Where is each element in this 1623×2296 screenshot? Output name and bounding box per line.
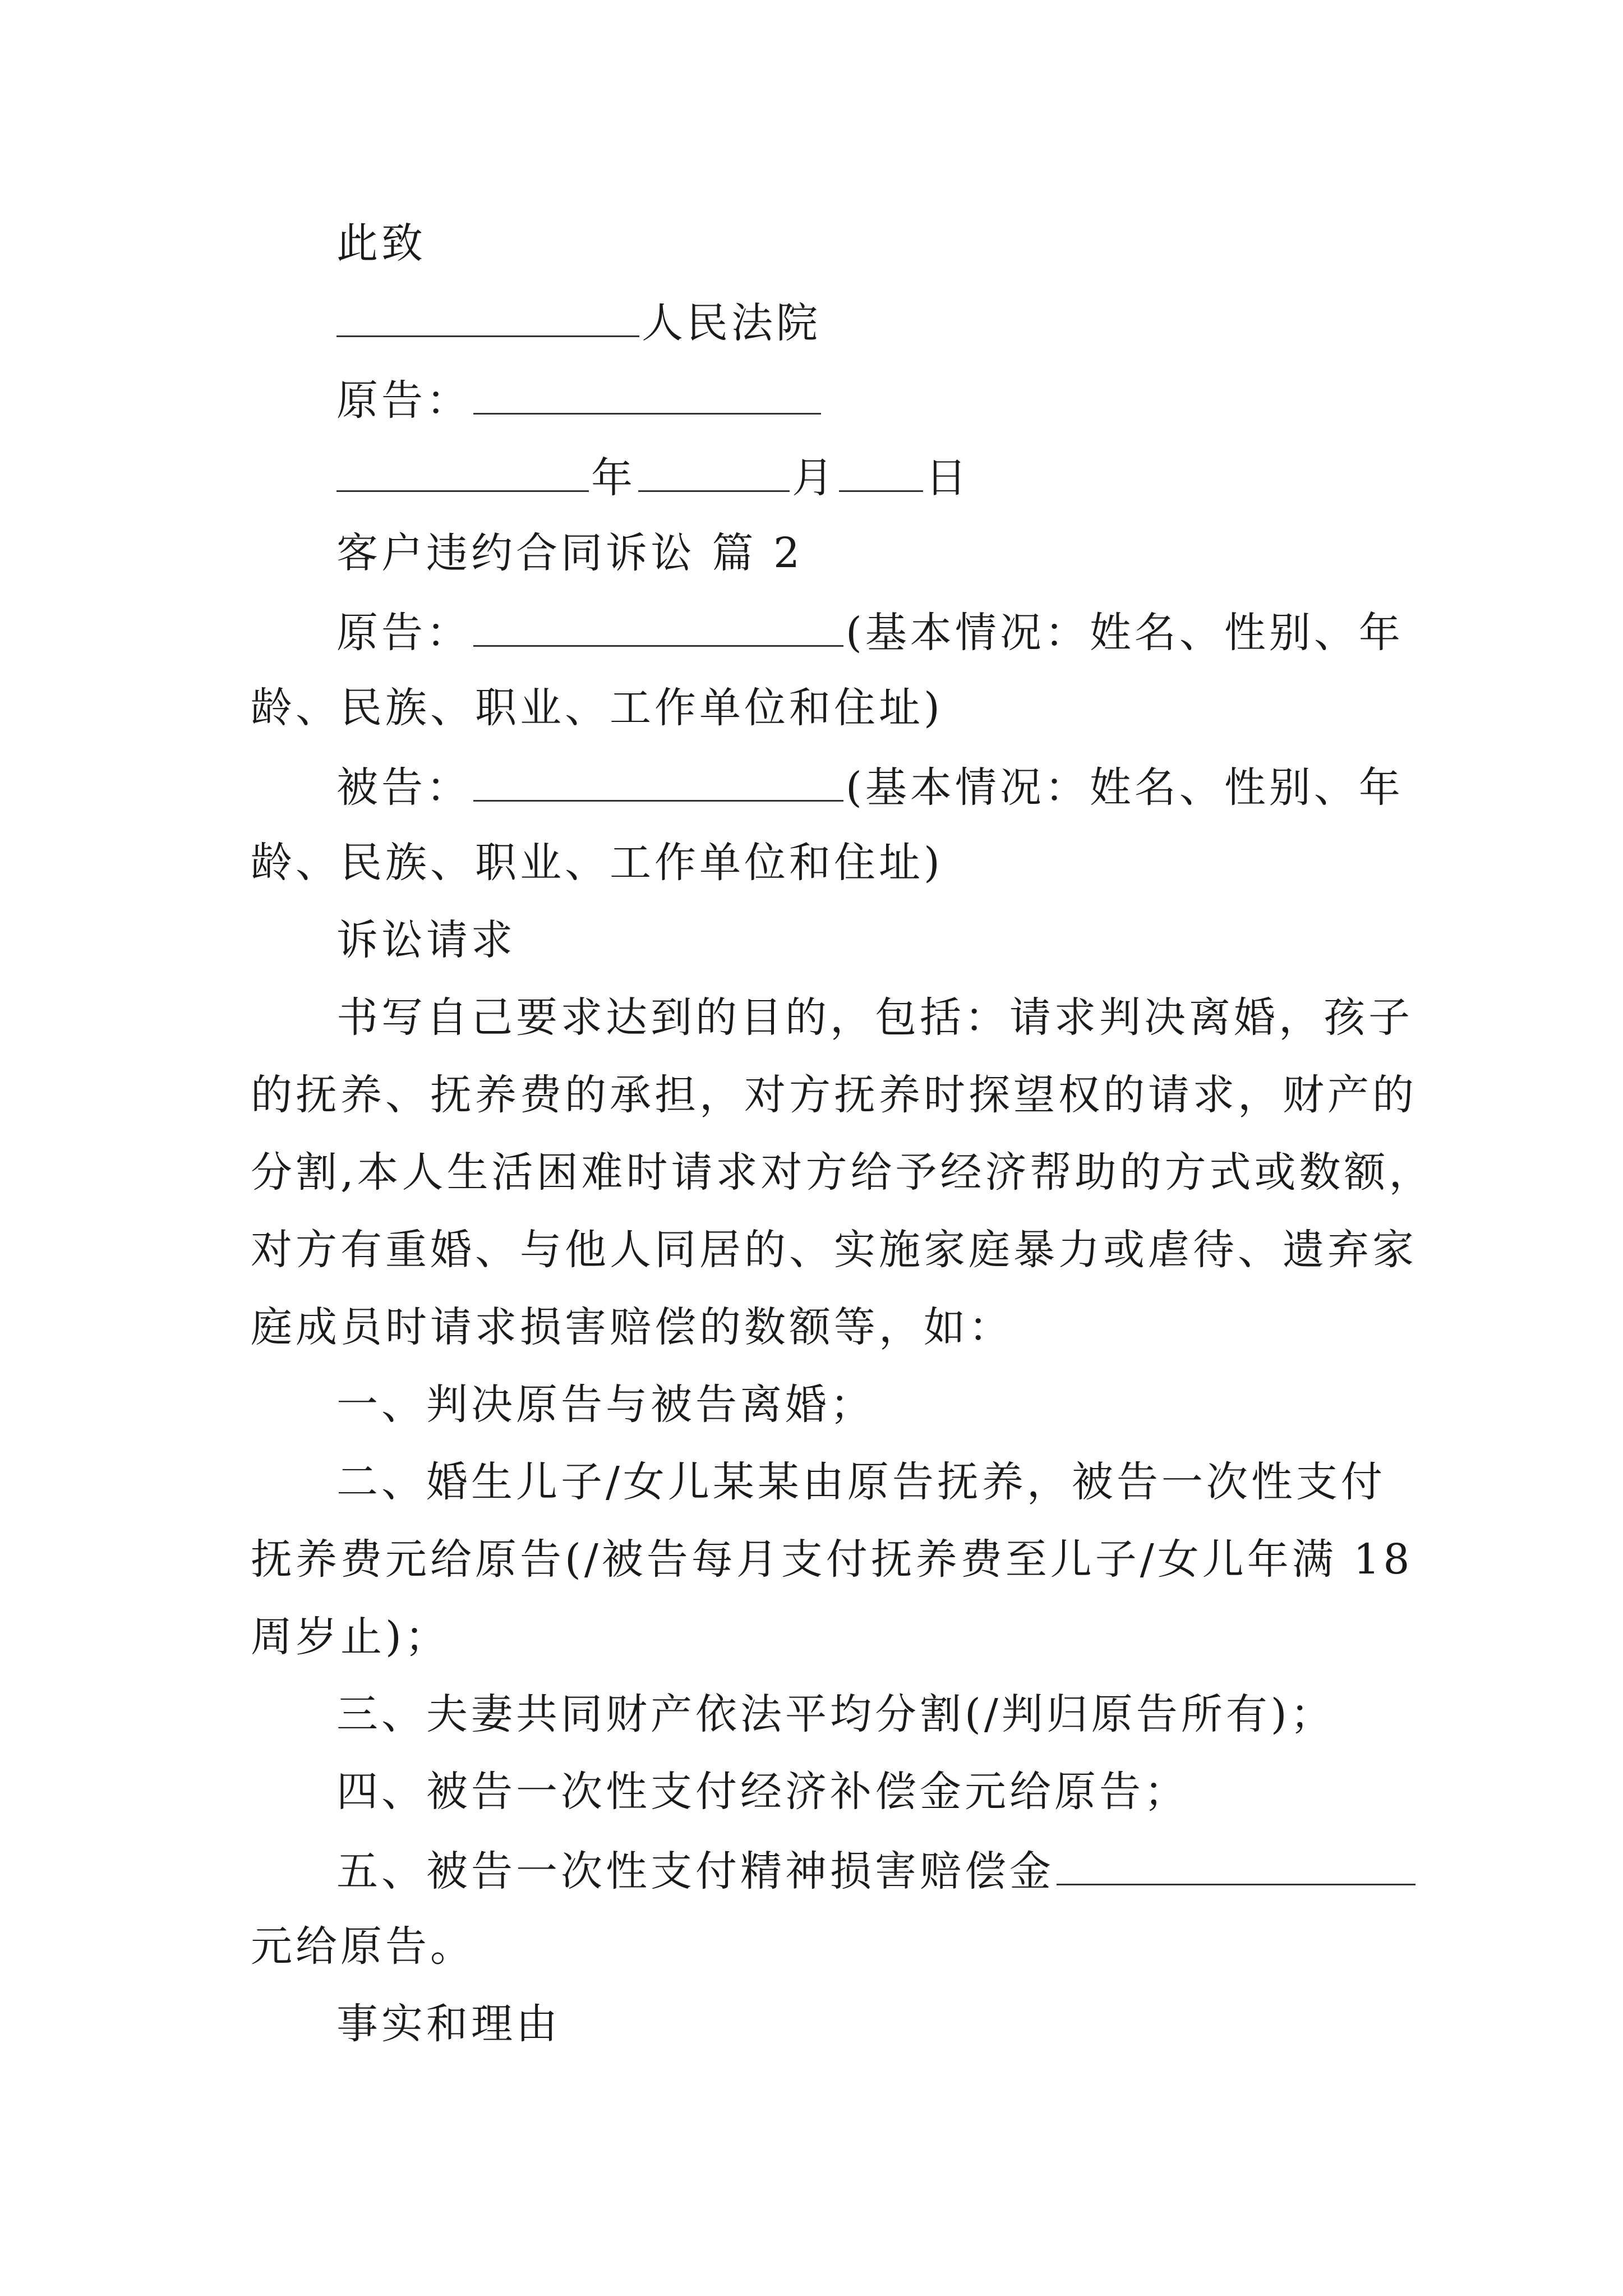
- claims-intro-line-5: [251, 1301, 1380, 1353]
- claim-item-4-text: 四、被告一次性支付经济补偿金元给原告；: [336, 1768, 1189, 1816]
- salutation: [336, 218, 1380, 269]
- date-day-label: 日: [925, 454, 970, 502]
- plaintiff-blank: [473, 605, 843, 647]
- claim-item-3-text: 三、夫妻共同财产依法平均分割(/判归原告所有)；: [336, 1690, 1335, 1738]
- claim-item-5-text-2: 元给原告。: [251, 1922, 475, 1971]
- plaintiff-note: (基本情况：姓名、性别、年: [846, 609, 1404, 657]
- closing-plaintiff-label: 原告：: [336, 376, 471, 425]
- claim-item-2-cont: [251, 1534, 1413, 1585]
- claim-item-2: [336, 1456, 1386, 1508]
- facts-heading-text: 事实和理由: [336, 2000, 561, 2048]
- claim-item-3: [336, 1688, 1380, 1740]
- defendant-blank: [473, 760, 843, 802]
- closing-plaintiff-line: [336, 372, 1380, 426]
- salutation-text: 此致: [336, 219, 426, 268]
- claim-item-5-text-1: 五、被告一次性支付精神损害赔偿金: [336, 1847, 1054, 1895]
- claim-item-2-text-1: 二、婚生儿子/女儿某某由原告抚养，被告一次性支付: [336, 1458, 1386, 1506]
- claims-intro-line-3: [251, 1147, 1434, 1198]
- facts-heading: [336, 1998, 1380, 2050]
- plaintiff-line: [336, 605, 1404, 659]
- defendant-note: (基本情况：姓名、性别、年: [846, 763, 1404, 812]
- date-year-label: 年: [591, 454, 636, 502]
- month-blank: [638, 450, 790, 492]
- claims-intro-text-3: 分割,本人生活困难时请求对方给予经济帮助的方式或数额，: [251, 1148, 1434, 1197]
- claims-intro-text-5: 庭成员时请求损害赔偿的数额等，如：: [251, 1303, 1013, 1351]
- claim-item-1-text: 一、判决原告与被告离婚；: [336, 1381, 875, 1429]
- claim-item-5: [336, 1843, 1380, 1897]
- defendant-label: 被告：: [336, 763, 471, 812]
- court-suffix: 人民法院: [642, 299, 821, 347]
- date-month-label: 月: [792, 454, 837, 502]
- defendant-note-cont: [251, 837, 1380, 889]
- compensation-amount-blank: [1057, 1843, 1415, 1885]
- claim-item-2-text-3: 周岁止)；: [251, 1613, 450, 1661]
- claims-intro-line-4: [251, 1224, 1417, 1276]
- defendant-line: [336, 760, 1404, 813]
- claim-item-2-cont-2: [251, 1611, 1380, 1663]
- claims-intro-text-1: 书写自己要求达到的目的，包括：请求判决离婚，孩子: [336, 993, 1413, 1042]
- plaintiff-note-cont: [251, 682, 1380, 734]
- claim-item-5-cont: [251, 1921, 1380, 1972]
- claims-intro-line-1: [336, 992, 1413, 1043]
- closing-plaintiff-blank: [473, 372, 821, 415]
- plaintiff-label: 原告：: [336, 609, 471, 657]
- claim-item-2-text-2: 抚养费元给原告(/被告每月支付抚养费至儿子/女儿年满 18: [251, 1535, 1413, 1584]
- year-blank: [336, 450, 589, 492]
- claims-intro-text-2: 的抚养、抚养费的承担，对方抚养时探望权的请求，财产的: [251, 1071, 1417, 1119]
- defendant-note-cont-text: 龄、民族、职业、工作单位和住址): [251, 839, 943, 887]
- claim-item-4: [336, 1766, 1380, 1818]
- court-name-blank: [336, 295, 639, 337]
- claim-item-1: [336, 1379, 1380, 1430]
- day-blank: [839, 450, 923, 492]
- claims-intro-text-4: 对方有重婚、与他人同居的、实施家庭暴力或虐待、遗弃家: [251, 1226, 1417, 1274]
- date-line: [336, 450, 1380, 504]
- court-line: [336, 295, 1380, 349]
- plaintiff-note-cont-text: 龄、民族、职业、工作单位和住址): [251, 684, 943, 732]
- claims-heading-text: 诉讼请求: [336, 916, 516, 964]
- claims-heading: [336, 914, 1380, 966]
- claims-intro-line-2: [251, 1069, 1417, 1121]
- section-heading-text: 客户违约合同诉讼 篇 2: [336, 529, 804, 577]
- section-heading: [336, 527, 1380, 579]
